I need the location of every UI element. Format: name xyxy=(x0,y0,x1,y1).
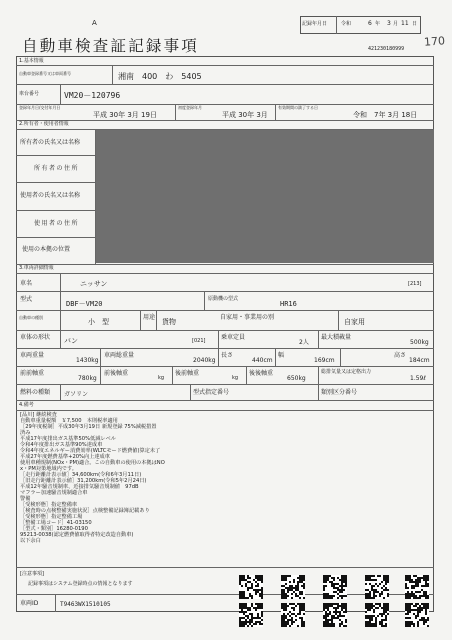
chassis-value: VM20－120796 xyxy=(64,91,121,100)
note-line: 済み xyxy=(20,430,31,436)
body-code: [021] xyxy=(192,338,206,344)
qr-code xyxy=(323,603,347,627)
notice-text: 記録事項はシステム登録時点の情報となります xyxy=(28,581,133,587)
kind-value: 小 型 xyxy=(88,318,109,326)
displacement-label: 総排気量又は定格出力 xyxy=(321,369,372,375)
record-year: 6 xyxy=(368,20,372,27)
section4-heading: 4.備考 xyxy=(19,402,34,408)
user-address-label: 使用者の住所 xyxy=(34,220,80,227)
note-line: 平成27年度燃費基準+20%向上達成車 xyxy=(20,454,110,460)
kind-label: 自動車の種別 xyxy=(19,315,43,320)
note-line: x・PM対策地域内です。 xyxy=(20,466,77,472)
qr-code xyxy=(323,575,347,599)
reg-number-label: 自動車登録番号又は車両番号 xyxy=(19,71,71,76)
purpose-label: 自家用・事業用の別 xyxy=(220,314,275,321)
length-value: 440cm xyxy=(252,357,273,364)
handwritten-number: 170 xyxy=(423,34,446,49)
note-line: 95213-0038(認定燃費値取得者特定改造自動車) xyxy=(20,532,134,538)
note-line: ［走行距離計表示値］34,600km(令和6年3月11日) xyxy=(20,472,142,478)
note-line: ［受検形態］指定整備工場 xyxy=(20,514,83,520)
section3-heading: 3.車両詳細情報 xyxy=(19,265,54,271)
engine-label: 原動機の型式 xyxy=(208,296,239,302)
base-location-label: 使用の本拠の位置 xyxy=(22,246,71,253)
note-line: 自動車重量税額 ￥7,500 本則税率適用 xyxy=(20,418,118,424)
rear-front-axle-value: kg xyxy=(232,375,239,381)
maker-code: [213] xyxy=(408,281,422,287)
note-line: ［型式・類別］16280-0190 xyxy=(20,526,88,532)
maxload-value: 500kg xyxy=(410,339,429,346)
displacement-value: 1.59ℓ xyxy=(410,375,426,382)
section1-heading: 1.基本情報 xyxy=(19,58,44,64)
note-line: ［旧走行距離計表示値］31,200km(令和5年2月24日) xyxy=(20,478,147,484)
type-number-label: 型式指定番号 xyxy=(193,389,230,396)
car-id-value: T9463WX1510105 xyxy=(60,601,111,608)
capacity-label: 乗車定員 xyxy=(221,334,246,341)
body-label: 車体の形状 xyxy=(20,334,51,341)
note-line: マフラー加速騒音規制適合車 xyxy=(20,490,88,496)
first-reg-value: 平成 30年 3月 19日 xyxy=(93,111,157,119)
qr-code xyxy=(239,603,263,627)
expiry-label: 有効期間の満了する日 xyxy=(278,105,318,110)
qr-code xyxy=(281,575,305,599)
user-name-label: 使用者の氏名又は名称 xyxy=(20,192,81,199)
note-line: [品川] 継続検査 xyxy=(20,412,57,418)
maker-label: 車名 xyxy=(20,280,33,287)
record-era: 令和 xyxy=(341,21,352,27)
class-number-label: 類別区分番号 xyxy=(321,389,358,396)
purpose-value: 自家用 xyxy=(344,318,365,326)
model-value: DBF－VM20 xyxy=(66,300,103,308)
note-line: ［整備工場コード］41-03150 xyxy=(20,520,92,526)
length-label: 長さ xyxy=(221,352,234,359)
front-rear-axle-value: kg xyxy=(158,375,165,381)
owner-address-label: 所有者の住所 xyxy=(34,165,80,172)
page-title: 自動車検査証記録事項 xyxy=(22,37,200,55)
note-line: 以下余白 xyxy=(20,538,41,544)
model-label: 型式 xyxy=(20,296,33,303)
qr-code xyxy=(281,603,305,627)
qr-code xyxy=(365,603,389,627)
fuel-label: 燃料の種類 xyxy=(20,389,51,396)
gross-weight-label: 車両総重量 xyxy=(104,352,135,359)
front-front-axle-value: 780kg xyxy=(78,375,97,382)
record-day: 11 xyxy=(401,20,409,27)
record-year-unit: 年 xyxy=(375,21,381,27)
letter-a-mark: A xyxy=(92,19,97,27)
note-line: 令和4年度エネルギー消費効率(WLTCモード燃費値)算定未了 xyxy=(20,448,161,454)
height-value: 184cm xyxy=(409,357,430,364)
owner-name-label: 所有者の氏名又は名称 xyxy=(20,139,81,146)
note-line: 平成17年度排出ガス基準50%低減レベル xyxy=(20,436,116,442)
rear-rear-axle-label: 後後軸重 xyxy=(249,370,274,377)
weight-label: 車両重量 xyxy=(20,352,45,359)
weight-value: 1430kg xyxy=(76,357,99,364)
maker-value: ニッサン xyxy=(80,280,108,288)
section2-heading: 2.所有者・使用者情報 xyxy=(19,121,69,127)
first-reg-label: 登録年月日/交付年月日 xyxy=(19,105,61,110)
qr-code xyxy=(405,603,429,627)
car-id-label: 車両ID xyxy=(20,600,39,607)
record-month-unit: 月 xyxy=(393,21,399,27)
body-value: バン xyxy=(64,337,78,345)
width-label: 幅 xyxy=(278,352,285,359)
qr-code xyxy=(239,575,263,599)
use-label: 用途 xyxy=(143,314,156,321)
note-line: ［29年度税制］平成30年3月19日 新規登録 75%減税措置 xyxy=(20,424,157,430)
reg-number-value: 湘南 400 わ 5405 xyxy=(118,72,202,81)
qr-code xyxy=(365,575,389,599)
height-label: 高さ xyxy=(394,352,407,359)
note-line: 平成12年騒音規制車、近接排気騒音規制値 97dB xyxy=(20,484,139,490)
note-line: ［受検形態］指定整備車 xyxy=(20,502,78,508)
first-date-label: 初度登録年月 xyxy=(178,105,202,110)
width-value: 169cm xyxy=(314,357,335,364)
note-line: ［検査時の点検整備実施状況］点検整備記録簿記載あり xyxy=(20,508,150,514)
first-date-value: 平成 30年 3月 xyxy=(222,111,268,119)
record-month: 3 xyxy=(387,20,391,27)
use-value: 貨物 xyxy=(162,318,176,326)
notice-heading: [注意事項] xyxy=(20,571,44,577)
maxload-label: 最大積載量 xyxy=(321,334,352,341)
record-day-unit: 日 xyxy=(412,21,418,27)
capacity-value: 2人 xyxy=(299,339,309,346)
document-number: 421230180999 xyxy=(368,46,405,52)
front-rear-axle-label: 前後軸重 xyxy=(104,370,129,377)
fuel-value: ガソリン xyxy=(64,391,89,398)
engine-value: HR16 xyxy=(280,300,297,308)
redacted-owner-block xyxy=(96,130,434,263)
front-front-axle-label: 前前軸重 xyxy=(20,370,45,377)
gross-weight-value: 2040kg xyxy=(193,357,216,364)
rear-rear-axle-value: 650kg xyxy=(287,375,306,382)
qr-code xyxy=(405,575,429,599)
rear-front-axle-label: 後前軸重 xyxy=(175,370,200,377)
note-line: 令和4年度排出ガス基準90%達成車 xyxy=(20,442,103,448)
record-date-label: 記録年月日 xyxy=(302,21,328,27)
note-line: 警備 xyxy=(20,496,31,502)
expiry-value: 令和 7年 3月 18日 xyxy=(353,111,418,119)
chassis-label: 車台番号 xyxy=(19,91,40,97)
note-line: 使用車種規制(NOx・PM)適合。この自動車の使用の本拠はNO xyxy=(20,460,165,466)
